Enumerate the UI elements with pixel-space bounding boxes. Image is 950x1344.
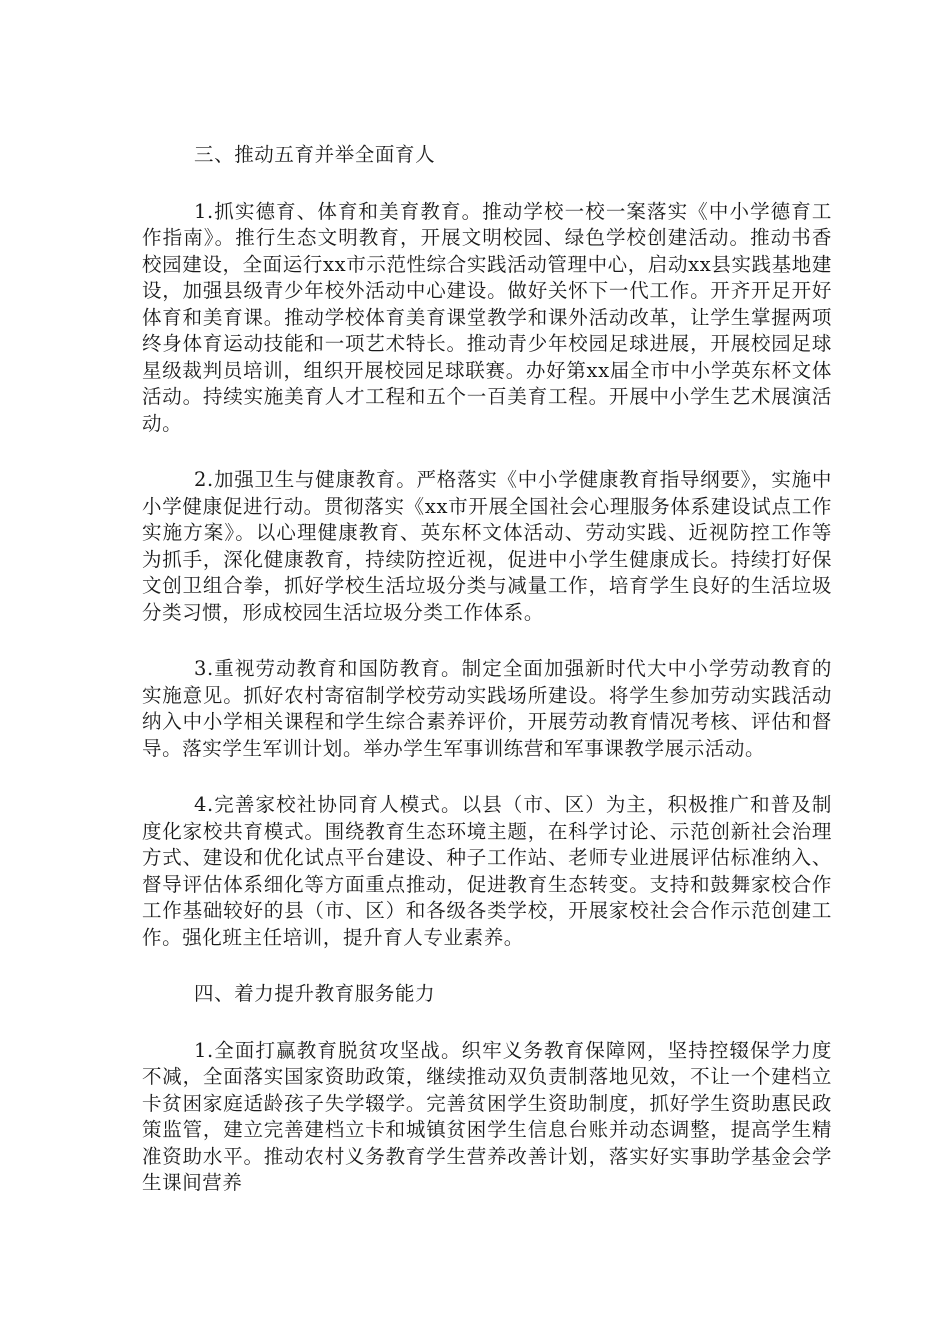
document-body [142, 142, 832, 1197]
paragraph-3-3: 3.重视劳动教育和国防教育。制定全面加强新时代大中小学劳动教育的实施意见。抓好农村寄宿制学校劳动实践场所建设。将学生参加劳动实践活动纳入中小学相关课程和学生综合素养评价，开展劳动教育情况考核、评估和督导。落实学生军训计划。举办学生军事训练营和军事课教学展示活动。 [142, 657, 832, 760]
section-heading-3: 三、推动五育并举全面育人 [194, 143, 436, 166]
paragraph-3-1: 1.抓实德育、体育和美育教育。推动学校一校一案落实《中小学德育工作指南》。推行生态文明教育，开展文明校园、绿色学校创建活动。推动书香校园建设，全面运行xx市示范性综合实践活动管理中心，启动xx县实践基地建设，加强县级青少年校外活动中心建设。做好关怀下一代工作。开齐开足开好体育和美育课。推动学校体育美育课堂教学和课外活动改革，让学生掌握两项终身体育运动技能和一项艺术特长。推动青少年校园足球进展，开展校园足球星级裁判员培训，组织开展校园足球联赛。办好第xx届全市中小学英东杯文体活动。持续实施美育人才工程和五个一百美育工程。开展中小学生艺术展演活动。 [142, 199, 832, 435]
paragraph-4-1: 1.全面打赢教育脱贫攻坚战。织牢义务教育保障网，坚持控辍保学力度不减，全面落实国家资助政策，继续推动双负责制落地见效，不让一个建档立卡贫困家庭适龄孩子失学辍学。完善贫困学生资助制度，抓好学生资助惠民政策监管，建立完善建档立卡和城镇贫困学生信息台账并动态调整，提高学生精准资助水平。推动农村义务教育学生营养改善计划，落实好实事助学基金会学生课间营养 [142, 1038, 832, 1194]
section-heading-4: 四、着力提升教育服务能力 [194, 982, 436, 1005]
paragraph-3-2: 2.加强卫生与健康教育。严格落实《中小学健康教育指导纲要》，实施中小学健康促进行动。贯彻落实《xx市开展全国社会心理服务体系建设试点工作实施方案》。以心理健康教育、英东杯文体活动、劳动实践、近视防控工作等为抓手，深化健康教育，持续防控近视，促进中小学生健康成长。持续打好保文创卫组合拳，抓好学校生活垃圾分类与减量工作，培育学生良好的生活垃圾分类习惯，形成校园生活垃圾分类工作体系。 [142, 468, 832, 624]
paragraph-3-4: 4.完善家校社协同育人模式。以县（市、区）为主，积极推广和普及制度化家校共育模式。围绕教育生态环境主题，在科学讨论、示范创新社会治理方式、建设和优化试点平台建设、种子工作站、老师专业进展评估标准纳入、督导评估体系细化等方面重点推动，促进教育生态转变。支持和鼓舞家校合作工作基础较好的县（市、区）和各级各类学校，开展家校社会合作示范创建工作。强化班主任培训，提升育人专业素养。 [142, 793, 832, 949]
